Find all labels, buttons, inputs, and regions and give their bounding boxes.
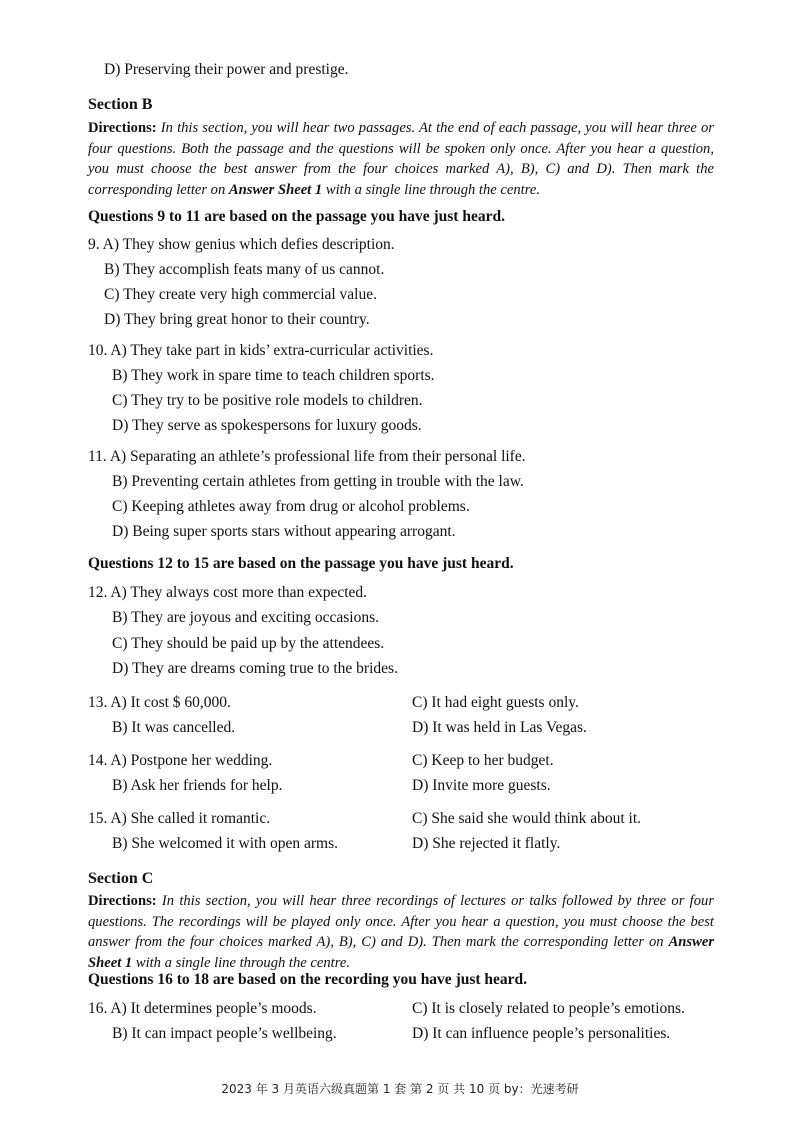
directions-text: In this section, you will hear three recordings of lectures or talks followed by three or four questions. The recordings will be played only once. After you hear a question, you must choose the best answer from the four choices marked A), B), C) and D). Then mark the corresponding letter on [88, 893, 714, 950]
section-c-directions [88, 891, 714, 973]
q10-option-a: 10. A) They take part in kids’ extra-curricular activities. [88, 342, 434, 359]
directions-text-end: with a single line through the centre. [322, 181, 540, 198]
q13-option-c: C) It had eight guests only. [412, 694, 579, 711]
directions-text: In this section, you will hear two passages. At the end of each passage, you will hear three or four questions. Both the passage and the questions will be spoken only once. After you hear a question, you must choose the best answer from the four choices marked A), B), C) and D). Then mark the corresponding letter on [88, 120, 714, 198]
directions-label: Directions: [88, 893, 157, 909]
q14-option-b: B) Ask her friends for help. [112, 777, 283, 794]
q14-option-c: C) Keep to her budget. [412, 752, 554, 769]
q14-option-a: 14. A) Postpone her wedding. [88, 752, 273, 769]
q9-option-a: 9. A) They show genius which defies description. [88, 236, 395, 253]
q13-option-b: B) It was cancelled. [112, 719, 236, 736]
q9-option-b: B) They accomplish feats many of us cannot. [104, 261, 385, 278]
q11-option-a: 11. A) Separating an athlete’s professional life from their personal life. [88, 448, 526, 465]
q16-option-c: C) It is closely related to people’s emotions. [412, 1000, 685, 1017]
q10-option-c: C) They try to be positive role models to children. [112, 392, 423, 409]
q12-option-c: C) They should be paid up by the attendees. [112, 635, 385, 652]
q9-option-c: C) They create very high commercial value. [104, 286, 377, 303]
q10-option-d: D) They serve as spokespersons for luxury goods. [112, 417, 422, 434]
q15-option-b: B) She welcomed it with open arms. [112, 835, 338, 852]
q11-option-d: D) Being super sports stars without appearing arrogant. [112, 523, 456, 540]
group-heading-9-11: Questions 9 to 11 are based on the passage you have just heard. [88, 208, 505, 225]
q12-option-b: B) They are joyous and exciting occasions. [112, 609, 380, 626]
q10-option-b: B) They work in spare time to teach children sports. [112, 367, 435, 384]
directions-label: Directions: [88, 120, 157, 136]
q16-option-b: B) It can impact people’s wellbeing. [112, 1025, 337, 1042]
q14-option-d: D) Invite more guests. [412, 777, 551, 794]
q13-option-a: 13. A) It cost $ 60,000. [88, 694, 231, 711]
answer-sheet-ref: Answer Sheet 1 [228, 181, 323, 198]
group-heading-12-15: Questions 12 to 15 are based on the passage you have just heard. [88, 555, 514, 572]
q12-option-d: D) They are dreams coming true to the brides. [112, 660, 398, 677]
q15-option-d: D) She rejected it flatly. [412, 835, 561, 852]
q15-option-c: C) She said she would think about it. [412, 810, 642, 827]
section-c-title: Section C [88, 870, 154, 887]
q16-option-d: D) It can influence people’s personalities. [412, 1025, 671, 1042]
q8-option-d: D) Preserving their power and prestige. [104, 61, 349, 78]
section-b-directions [88, 118, 714, 200]
q16-option-a: 16. A) It determines people’s moods. [88, 1000, 317, 1017]
page-footer: 2023 年 3 月英语六级真题第 1 套 第 2 页 共 10 页 by：光速考研 [221, 1082, 579, 1096]
section-b-title: Section B [88, 96, 153, 113]
q11-option-c: C) Keeping athletes away from drug or alcohol problems. [112, 498, 470, 515]
q15-option-a: 15. A) She called it romantic. [88, 810, 271, 827]
group-heading-16-18: Questions 16 to 18 are based on the recording you have just heard. [88, 971, 528, 988]
q12-option-a: 12. A) They always cost more than expected. [88, 584, 368, 601]
q13-option-d: D) It was held in Las Vegas. [412, 719, 587, 736]
directions-text-end: with a single line through the centre. [132, 954, 350, 971]
q9-option-d: D) They bring great honor to their country. [104, 311, 370, 328]
answer-sheet-ref: Answer Sheet 1 [88, 934, 714, 971]
q11-option-b: B) Preventing certain athletes from getting in trouble with the law. [112, 473, 524, 490]
